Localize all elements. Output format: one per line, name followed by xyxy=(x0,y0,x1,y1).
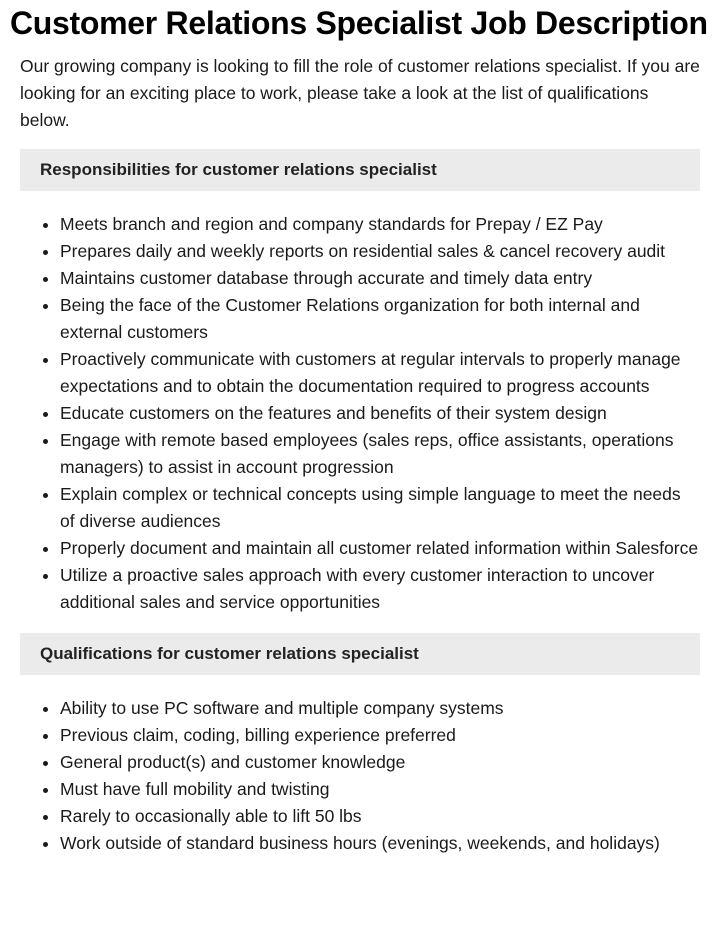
page-title: Customer Relations Specialist Job Description xyxy=(10,5,708,41)
list-item: • General product(s) and customer knowledge xyxy=(60,749,700,776)
list-item: • Properly document and maintain all customer related information within Salesforce xyxy=(60,535,700,562)
list-item: • Proactively communicate with customers at regular intervals to properly manage expectations and to obtain the documentation required to progress accounts xyxy=(60,346,700,400)
list-item: • Must have full mobility and twisting xyxy=(60,776,700,803)
list-item: • Meets branch and region and company standards for Prepay / EZ Pay xyxy=(60,211,700,238)
list-item: • Rarely to occasionally able to lift 50 lbs xyxy=(60,803,700,830)
responsibilities-list xyxy=(20,211,700,616)
list-item: • Maintains customer database through accurate and timely data entry xyxy=(60,265,700,292)
list-item: • Explain complex or technical concepts using simple language to meet the needs of diverse audiences xyxy=(60,481,700,535)
list-item: • Educate customers on the features and benefits of their system design xyxy=(60,400,700,427)
responsibilities-header: Responsibilities for customer relations specialist xyxy=(20,149,700,191)
list-item: • Ability to use PC software and multiple company systems xyxy=(60,695,700,722)
intro-paragraph: Our growing company is looking to fill the role of customer relations specialist. If you are looking for an exciting place to work, please take a look at the list of qualifications below. xyxy=(20,56,700,130)
list-item: • Work outside of standard business hours (evenings, weekends, and holidays) xyxy=(60,830,700,857)
list-item: • Engage with remote based employees (sales reps, office assistants, operations managers) to assist in account progression xyxy=(60,427,700,481)
list-item: • Utilize a proactive sales approach with every customer interaction to uncover additional sales and service opportunities xyxy=(60,562,700,616)
list-item: • Being the face of the Customer Relations organization for both internal and external customers xyxy=(60,292,700,346)
list-item: • Previous claim, coding, billing experience preferred xyxy=(60,722,700,749)
list-item: • Prepares daily and weekly reports on residential sales & cancel recovery audit xyxy=(60,238,700,265)
qualifications-list xyxy=(20,695,700,857)
qualifications-header: Qualifications for customer relations specialist xyxy=(20,633,700,675)
